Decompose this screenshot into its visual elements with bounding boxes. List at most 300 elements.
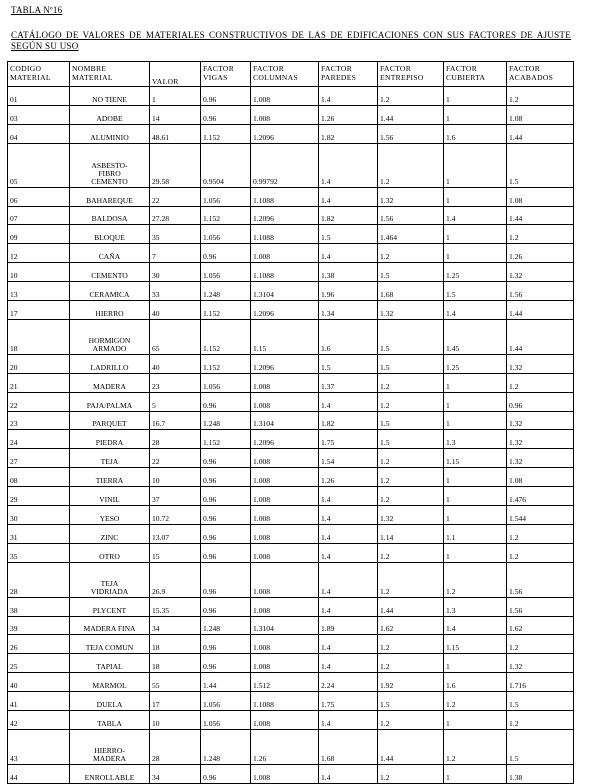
cell-valor: 18 bbox=[150, 654, 201, 673]
header-factor-paredes: FACTOR PAREDES bbox=[319, 62, 378, 87]
cell-factor-vigas: 1.152 bbox=[201, 319, 251, 354]
cell-factor-columnas: 1.008 bbox=[251, 392, 319, 411]
cell-factor-cubierta: 1.25 bbox=[444, 354, 507, 373]
cell-codigo: 17 bbox=[8, 301, 70, 320]
material-name-line: FIBRO bbox=[98, 168, 121, 178]
table-row bbox=[8, 319, 574, 354]
header-nombre-material: NOMBRE MATERIAL bbox=[70, 62, 150, 87]
cell-factor-columnas: 1.512 bbox=[251, 673, 319, 692]
cell-factor-cubierta: 1.15 bbox=[444, 449, 507, 468]
cell-valor: 27.28 bbox=[150, 206, 201, 225]
material-name-line: HORMIGON bbox=[88, 335, 131, 345]
cell-factor-vigas: 1.248 bbox=[201, 411, 251, 430]
cell-valor: 10 bbox=[150, 468, 201, 487]
table-row bbox=[8, 673, 574, 692]
cell-factor-acabados: 1.32 bbox=[507, 654, 574, 673]
cell-codigo: 23 bbox=[8, 411, 70, 430]
cell-codigo: 31 bbox=[8, 524, 70, 543]
cell-factor-cubierta: 1 bbox=[444, 373, 507, 392]
cell-factor-vigas: 1.056 bbox=[201, 692, 251, 711]
cell-nombre bbox=[70, 468, 150, 487]
cell-factor-columnas: 1.3104 bbox=[251, 616, 319, 635]
cell-factor-columnas: 1.008 bbox=[251, 635, 319, 654]
cell-factor-paredes: 1.4 bbox=[319, 392, 378, 411]
cell-factor-entrepiso: 1.2 bbox=[378, 487, 444, 506]
cell-factor-columnas: 0.99792 bbox=[251, 143, 319, 187]
table-row bbox=[8, 616, 574, 635]
table-row bbox=[8, 597, 574, 616]
material-name-line: CAÑA bbox=[98, 252, 121, 262]
cell-factor-vigas: 0.96 bbox=[201, 597, 251, 616]
material-name-line: ADOBE bbox=[96, 113, 123, 123]
cell-nombre bbox=[70, 506, 150, 525]
cell-codigo: 26 bbox=[8, 635, 70, 654]
cell-factor-columnas: 1.2096 bbox=[251, 206, 319, 225]
cell-valor: 65 bbox=[150, 319, 201, 354]
table-row bbox=[8, 124, 574, 143]
cell-factor-cubierta: 1.45 bbox=[444, 319, 507, 354]
cell-factor-entrepiso: 1.56 bbox=[378, 124, 444, 143]
cell-nombre bbox=[70, 430, 150, 449]
table-row bbox=[8, 373, 574, 392]
cell-factor-cubierta: 1.4 bbox=[444, 301, 507, 320]
table-row bbox=[8, 449, 574, 468]
cell-factor-entrepiso: 1.32 bbox=[378, 301, 444, 320]
cell-factor-paredes: 1.4 bbox=[319, 543, 378, 562]
material-name-line: PAJA/PALMA bbox=[86, 400, 133, 410]
cell-codigo: 01 bbox=[8, 87, 70, 106]
cell-factor-columnas: 1.008 bbox=[251, 506, 319, 525]
cell-factor-paredes: 1.5 bbox=[319, 354, 378, 373]
cell-factor-entrepiso: 1.44 bbox=[378, 105, 444, 124]
cell-factor-paredes: 1.4 bbox=[319, 711, 378, 730]
cell-valor: 16.7 bbox=[150, 411, 201, 430]
cell-factor-entrepiso: 1.44 bbox=[378, 729, 444, 764]
cell-factor-columnas: 1.15 bbox=[251, 319, 319, 354]
material-name-line: TABLA bbox=[97, 718, 122, 728]
cell-factor-cubierta: 1 bbox=[444, 143, 507, 187]
cell-factor-entrepiso: 1.2 bbox=[378, 87, 444, 106]
cell-factor-cubierta: 1 bbox=[444, 711, 507, 730]
cell-factor-cubierta: 1 bbox=[444, 244, 507, 263]
cell-factor-paredes: 1.5 bbox=[319, 225, 378, 244]
cell-factor-paredes: 1.82 bbox=[319, 124, 378, 143]
table-row bbox=[8, 692, 574, 711]
cell-factor-vigas: 1.056 bbox=[201, 711, 251, 730]
cell-factor-columnas: 1.008 bbox=[251, 711, 319, 730]
cell-valor: 14 bbox=[150, 105, 201, 124]
cell-valor: 13.07 bbox=[150, 524, 201, 543]
cell-factor-acabados: 1.32 bbox=[507, 263, 574, 282]
material-name-line: ENROLLABLE bbox=[84, 772, 135, 782]
cell-nombre bbox=[70, 124, 150, 143]
cell-factor-paredes: 1.75 bbox=[319, 430, 378, 449]
cell-factor-acabados: 1.44 bbox=[507, 124, 574, 143]
cell-factor-entrepiso: 1.2 bbox=[378, 711, 444, 730]
cell-codigo: 05 bbox=[8, 143, 70, 187]
cell-factor-vigas: 1.44 bbox=[201, 673, 251, 692]
cell-factor-entrepiso: 1.62 bbox=[378, 616, 444, 635]
table-row bbox=[8, 105, 574, 124]
cell-nombre bbox=[70, 105, 150, 124]
cell-factor-columnas: 1.008 bbox=[251, 449, 319, 468]
header-factor-columnas: FACTOR COLUMNAS bbox=[251, 62, 319, 87]
cell-valor: 15 bbox=[150, 543, 201, 562]
cell-factor-paredes: 1.4 bbox=[319, 597, 378, 616]
cell-factor-paredes: 1.75 bbox=[319, 692, 378, 711]
cell-factor-vigas: 1.056 bbox=[201, 187, 251, 206]
cell-factor-columnas: 1.2096 bbox=[251, 354, 319, 373]
cell-nombre bbox=[70, 449, 150, 468]
cell-factor-cubierta: 1 bbox=[444, 468, 507, 487]
cell-valor: 48.61 bbox=[150, 124, 201, 143]
cell-factor-vigas: 0.96 bbox=[201, 562, 251, 597]
cell-valor: 35 bbox=[150, 225, 201, 244]
cell-factor-entrepiso: 1.5 bbox=[378, 354, 444, 373]
table-header-row bbox=[8, 62, 574, 87]
table-row bbox=[8, 87, 574, 106]
cell-factor-entrepiso: 1.5 bbox=[378, 411, 444, 430]
cell-codigo: 20 bbox=[8, 354, 70, 373]
cell-factor-cubierta: 1 bbox=[444, 506, 507, 525]
material-name-line: CEMENTO bbox=[91, 176, 128, 186]
material-name-line: ARMADO bbox=[92, 343, 127, 353]
cell-factor-paredes: 1.68 bbox=[319, 729, 378, 764]
materials-table bbox=[7, 61, 574, 784]
cell-factor-acabados: 1.2 bbox=[507, 543, 574, 562]
cell-factor-acabados: 1.544 bbox=[507, 506, 574, 525]
cell-factor-acabados: 1.5 bbox=[507, 143, 574, 187]
cell-factor-vigas: 1.248 bbox=[201, 616, 251, 635]
cell-codigo: 44 bbox=[8, 764, 70, 783]
table-row bbox=[8, 764, 574, 783]
cell-nombre bbox=[70, 487, 150, 506]
cell-nombre bbox=[70, 263, 150, 282]
cell-factor-acabados: 1.32 bbox=[507, 449, 574, 468]
cell-codigo: 03 bbox=[8, 105, 70, 124]
cell-nombre bbox=[70, 654, 150, 673]
cell-factor-vigas: 0.9504 bbox=[201, 143, 251, 187]
cell-factor-entrepiso: 1.32 bbox=[378, 187, 444, 206]
header-valor: VALOR bbox=[150, 62, 201, 87]
cell-factor-paredes: 1.89 bbox=[319, 616, 378, 635]
cell-factor-columnas: 1.2096 bbox=[251, 430, 319, 449]
cell-nombre bbox=[70, 225, 150, 244]
cell-factor-acabados: 1.44 bbox=[507, 206, 574, 225]
header-codigo-material: CODIGO MATERIAL bbox=[8, 62, 70, 87]
cell-factor-entrepiso: 1.2 bbox=[378, 143, 444, 187]
table-row bbox=[8, 392, 574, 411]
cell-factor-columnas: 1.1088 bbox=[251, 692, 319, 711]
table-row bbox=[8, 524, 574, 543]
cell-factor-columnas: 1.008 bbox=[251, 105, 319, 124]
cell-factor-entrepiso: 1.68 bbox=[378, 282, 444, 301]
cell-factor-paredes: 1.26 bbox=[319, 105, 378, 124]
cell-nombre bbox=[70, 524, 150, 543]
table-row bbox=[8, 654, 574, 673]
cell-factor-cubierta: 1.3 bbox=[444, 597, 507, 616]
table-row bbox=[8, 487, 574, 506]
cell-codigo: 18 bbox=[8, 319, 70, 354]
material-name-line: TAPIAL bbox=[96, 662, 123, 672]
table-row bbox=[8, 506, 574, 525]
cell-factor-columnas: 1.1088 bbox=[251, 263, 319, 282]
cell-valor: 26.9 bbox=[150, 562, 201, 597]
cell-valor: 33 bbox=[150, 282, 201, 301]
material-name-line: VIDRIADA bbox=[90, 586, 129, 596]
cell-factor-vigas: 1.056 bbox=[201, 373, 251, 392]
table-caption: CATÁLOGO DE VALORES DE MATERIALES CONSTRUCTIVOS DE LAS DE EDIFICACIONES CON SUS FACTORES DE AJUSTE SEGÚN SU USO bbox=[11, 30, 571, 51]
table-number-label: TABLA Nº16 bbox=[11, 5, 63, 15]
cell-factor-paredes: 1.4 bbox=[319, 764, 378, 783]
cell-factor-columnas: 1.008 bbox=[251, 562, 319, 597]
cell-factor-acabados: 1.2 bbox=[507, 225, 574, 244]
cell-factor-paredes: 1.4 bbox=[319, 87, 378, 106]
cell-factor-paredes: 1.4 bbox=[319, 143, 378, 187]
cell-factor-vigas: 0.96 bbox=[201, 392, 251, 411]
cell-factor-acabados: 0.96 bbox=[507, 392, 574, 411]
cell-factor-acabados: 1.56 bbox=[507, 282, 574, 301]
material-name-line: VINIL bbox=[99, 495, 120, 505]
table-row bbox=[8, 635, 574, 654]
header-factor-entrepiso: FACTOR ENTREPISO bbox=[378, 62, 444, 87]
material-name-line: TEJA COMUN bbox=[85, 643, 134, 653]
table-row bbox=[8, 411, 574, 430]
cell-factor-paredes: 1.4 bbox=[319, 562, 378, 597]
cell-valor: 23 bbox=[150, 373, 201, 392]
cell-factor-cubierta: 1.6 bbox=[444, 124, 507, 143]
cell-factor-cubierta: 1.3 bbox=[444, 430, 507, 449]
cell-factor-entrepiso: 1.2 bbox=[378, 635, 444, 654]
cell-valor: 7 bbox=[150, 244, 201, 263]
cell-valor: 18 bbox=[150, 635, 201, 654]
cell-factor-entrepiso: 1.5 bbox=[378, 263, 444, 282]
cell-valor: 15.35 bbox=[150, 597, 201, 616]
cell-valor: 37 bbox=[150, 487, 201, 506]
cell-nombre bbox=[70, 301, 150, 320]
cell-nombre bbox=[70, 392, 150, 411]
cell-factor-acabados: 1.2 bbox=[507, 711, 574, 730]
cell-factor-entrepiso: 1.464 bbox=[378, 225, 444, 244]
cell-valor: 55 bbox=[150, 673, 201, 692]
cell-factor-paredes: 1.4 bbox=[319, 524, 378, 543]
cell-factor-acabados: 1.08 bbox=[507, 187, 574, 206]
cell-factor-paredes: 1.54 bbox=[319, 449, 378, 468]
material-name-line: BALDOSA bbox=[91, 214, 128, 224]
cell-nombre bbox=[70, 206, 150, 225]
cell-factor-entrepiso: 1.32 bbox=[378, 506, 444, 525]
material-name-line: TEJA bbox=[100, 578, 119, 588]
cell-factor-cubierta: 1.2 bbox=[444, 729, 507, 764]
cell-factor-cubierta: 1 bbox=[444, 225, 507, 244]
cell-valor: 17 bbox=[150, 692, 201, 711]
cell-nombre bbox=[70, 187, 150, 206]
cell-codigo: 06 bbox=[8, 187, 70, 206]
cell-factor-cubierta: 1 bbox=[444, 105, 507, 124]
material-name-line: HIERRO bbox=[95, 308, 124, 318]
cell-valor: 29.58 bbox=[150, 143, 201, 187]
material-name-line: PARQUET bbox=[92, 419, 127, 429]
cell-factor-vigas: 0.96 bbox=[201, 635, 251, 654]
cell-factor-cubierta: 1.6 bbox=[444, 673, 507, 692]
cell-factor-cubierta: 1.1 bbox=[444, 524, 507, 543]
material-name-line: MADERA bbox=[93, 381, 126, 391]
cell-factor-entrepiso: 1.2 bbox=[378, 562, 444, 597]
cell-codigo: 42 bbox=[8, 711, 70, 730]
cell-valor: 5 bbox=[150, 392, 201, 411]
cell-factor-entrepiso: 1.2 bbox=[378, 468, 444, 487]
material-name-line: ZINC bbox=[100, 532, 119, 542]
table-row bbox=[8, 282, 574, 301]
cell-nombre bbox=[70, 319, 150, 354]
cell-factor-entrepiso: 1.5 bbox=[378, 692, 444, 711]
material-name-line: HIERRO- bbox=[94, 745, 125, 755]
cell-factor-acabados: 1.5 bbox=[507, 692, 574, 711]
cell-codigo: 38 bbox=[8, 597, 70, 616]
material-name-line: TIERRA bbox=[95, 476, 124, 486]
material-name-line: NO TIENE bbox=[92, 94, 127, 104]
cell-factor-acabados: 1.44 bbox=[507, 319, 574, 354]
cell-factor-cubierta: 1.2 bbox=[444, 692, 507, 711]
cell-factor-paredes: 1.96 bbox=[319, 282, 378, 301]
cell-factor-vigas: 0.96 bbox=[201, 506, 251, 525]
table-row bbox=[8, 562, 574, 597]
material-name-line: MARMOL bbox=[92, 681, 127, 691]
cell-factor-acabados: 1.32 bbox=[507, 354, 574, 373]
cell-codigo: 04 bbox=[8, 124, 70, 143]
cell-factor-cubierta: 1 bbox=[444, 392, 507, 411]
cell-factor-paredes: 1.4 bbox=[319, 506, 378, 525]
cell-factor-paredes: 1.34 bbox=[319, 301, 378, 320]
table-row bbox=[8, 468, 574, 487]
cell-factor-acabados: 1.62 bbox=[507, 616, 574, 635]
cell-factor-entrepiso: 1.14 bbox=[378, 524, 444, 543]
cell-factor-vigas: 1.152 bbox=[201, 354, 251, 373]
cell-valor: 1 bbox=[150, 87, 201, 106]
cell-factor-paredes: 1.4 bbox=[319, 487, 378, 506]
cell-factor-acabados: 1.56 bbox=[507, 562, 574, 597]
cell-codigo: 40 bbox=[8, 673, 70, 692]
cell-factor-vigas: 0.96 bbox=[201, 468, 251, 487]
cell-factor-acabados: 1.08 bbox=[507, 468, 574, 487]
cell-nombre bbox=[70, 543, 150, 562]
cell-factor-paredes: 1.4 bbox=[319, 244, 378, 263]
cell-factor-entrepiso: 1.2 bbox=[378, 244, 444, 263]
cell-factor-columnas: 1.2096 bbox=[251, 124, 319, 143]
cell-valor: 28 bbox=[150, 430, 201, 449]
cell-nombre bbox=[70, 373, 150, 392]
cell-factor-entrepiso: 1.5 bbox=[378, 319, 444, 354]
cell-factor-vigas: 0.96 bbox=[201, 764, 251, 783]
cell-factor-vigas: 0.96 bbox=[201, 543, 251, 562]
cell-factor-cubierta: 1 bbox=[444, 187, 507, 206]
cell-factor-entrepiso: 1.44 bbox=[378, 597, 444, 616]
cell-factor-vigas: 0.96 bbox=[201, 487, 251, 506]
cell-factor-acabados: 1.32 bbox=[507, 411, 574, 430]
table-row bbox=[8, 430, 574, 449]
cell-factor-vigas: 0.96 bbox=[201, 87, 251, 106]
cell-factor-cubierta: 1.25 bbox=[444, 263, 507, 282]
cell-factor-entrepiso: 1.2 bbox=[378, 543, 444, 562]
material-name-line: MADERA FINA bbox=[83, 624, 136, 634]
cell-codigo: 27 bbox=[8, 449, 70, 468]
cell-valor: 40 bbox=[150, 354, 201, 373]
cell-nombre bbox=[70, 562, 150, 597]
table-row bbox=[8, 244, 574, 263]
cell-codigo: 07 bbox=[8, 206, 70, 225]
header-factor-vigas: FACTOR VIGAS bbox=[201, 62, 251, 87]
cell-codigo: 10 bbox=[8, 263, 70, 282]
header-factor-cubierta: FACTOR CUBIERTA bbox=[444, 62, 507, 87]
cell-factor-paredes: 1.4 bbox=[319, 187, 378, 206]
cell-nombre bbox=[70, 729, 150, 764]
cell-nombre bbox=[70, 143, 150, 187]
cell-nombre bbox=[70, 616, 150, 635]
cell-factor-columnas: 1.3104 bbox=[251, 411, 319, 430]
cell-codigo: 22 bbox=[8, 392, 70, 411]
cell-factor-acabados: 1.56 bbox=[507, 597, 574, 616]
table-row bbox=[8, 263, 574, 282]
cell-factor-paredes: 1.82 bbox=[319, 411, 378, 430]
cell-factor-cubierta: 1 bbox=[444, 764, 507, 783]
table-row bbox=[8, 711, 574, 730]
cell-codigo: 28 bbox=[8, 562, 70, 597]
cell-factor-acabados: 1.476 bbox=[507, 487, 574, 506]
material-name-line: LADRILLO bbox=[90, 362, 129, 372]
cell-factor-vigas: 1.152 bbox=[201, 206, 251, 225]
cell-factor-entrepiso: 1.56 bbox=[378, 206, 444, 225]
material-name-line: BAHAREQUE bbox=[86, 195, 133, 205]
cell-factor-vigas: 1.056 bbox=[201, 225, 251, 244]
cell-nombre bbox=[70, 282, 150, 301]
cell-factor-columnas: 1.008 bbox=[251, 543, 319, 562]
cell-factor-acabados: 1.716 bbox=[507, 673, 574, 692]
cell-factor-vigas: 0.96 bbox=[201, 244, 251, 263]
cell-nombre bbox=[70, 711, 150, 730]
cell-codigo: 30 bbox=[8, 506, 70, 525]
cell-factor-vigas: 1.056 bbox=[201, 263, 251, 282]
cell-factor-columnas: 1.008 bbox=[251, 597, 319, 616]
cell-factor-paredes: 1.37 bbox=[319, 373, 378, 392]
cell-codigo: 12 bbox=[8, 244, 70, 263]
cell-nombre bbox=[70, 87, 150, 106]
cell-factor-cubierta: 1.5 bbox=[444, 282, 507, 301]
cell-factor-acabados: 1.5 bbox=[507, 729, 574, 764]
cell-valor: 28 bbox=[150, 729, 201, 764]
cell-nombre bbox=[70, 411, 150, 430]
cell-codigo: 41 bbox=[8, 692, 70, 711]
material-name-line: BLOQUE bbox=[94, 233, 125, 243]
material-name-line: OTRO bbox=[99, 551, 120, 561]
cell-valor: 30 bbox=[150, 263, 201, 282]
cell-factor-cubierta: 1.4 bbox=[444, 206, 507, 225]
cell-factor-entrepiso: 1.2 bbox=[378, 373, 444, 392]
cell-factor-columnas: 1.008 bbox=[251, 654, 319, 673]
table-row bbox=[8, 187, 574, 206]
cell-nombre bbox=[70, 635, 150, 654]
cell-factor-vigas: 1.248 bbox=[201, 282, 251, 301]
cell-factor-columnas: 1.008 bbox=[251, 244, 319, 263]
cell-factor-vigas: 1.152 bbox=[201, 124, 251, 143]
cell-valor: 10.72 bbox=[150, 506, 201, 525]
cell-factor-paredes: 1.4 bbox=[319, 635, 378, 654]
cell-codigo: 29 bbox=[8, 487, 70, 506]
cell-codigo: 43 bbox=[8, 729, 70, 764]
header-factor-acabados: FACTOR ACABADOS bbox=[507, 62, 574, 87]
cell-codigo: 09 bbox=[8, 225, 70, 244]
cell-factor-entrepiso: 1.92 bbox=[378, 673, 444, 692]
cell-factor-columnas: 1.008 bbox=[251, 87, 319, 106]
